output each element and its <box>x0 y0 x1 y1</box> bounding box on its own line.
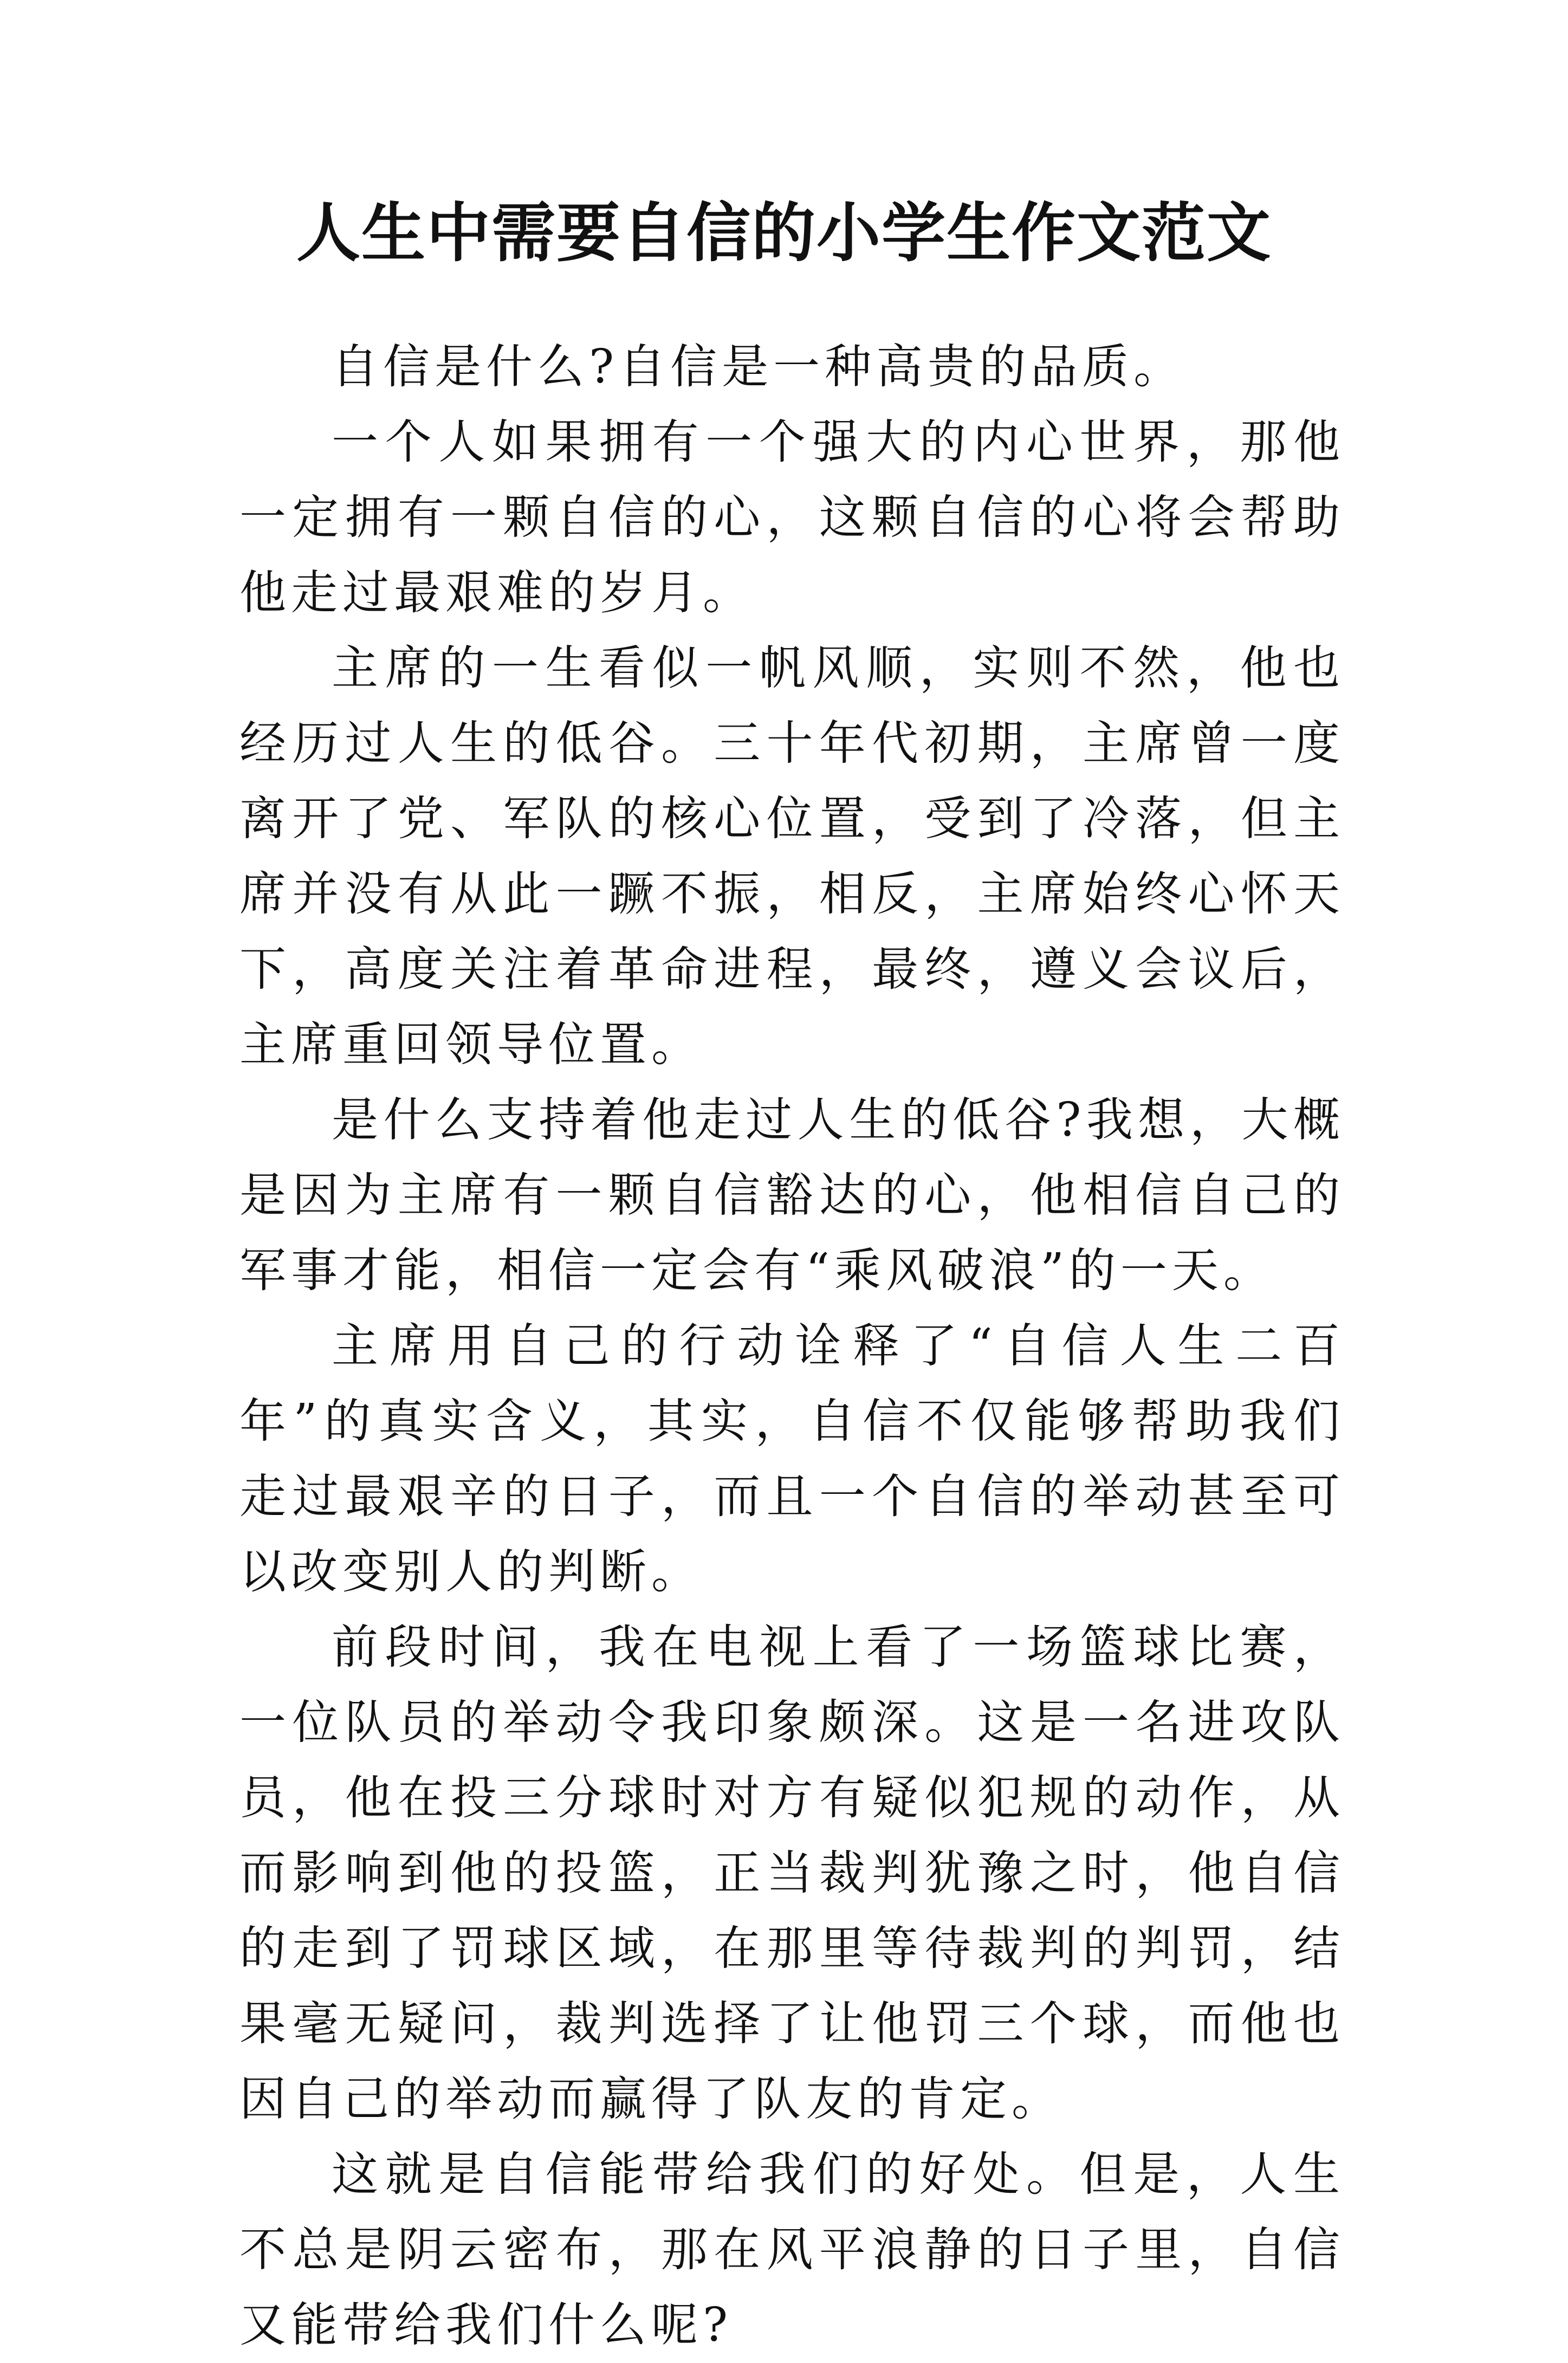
paragraph-6: 前段时间，我在电视上看了一场篮球比赛，一位队员的举动令我印象颇深。这是一名进攻队员，他在投三分球时对方有疑似犯规的动作，从而影响到他的投篮，正当裁判犹豫之时，他自信的走到了罚球区域，在那里等待裁判的判罚，结果毫无疑问，裁判选择了让他罚三个球，而他也因自己的举动而赢得了队友的肯定。 <box>239 1620 1345 2126</box>
paragraph-2: 一个人如果拥有一个强大的内心世界，那他一定拥有一颗自信的心，这颗自信的心将会帮助他走过最艰难的岁月。 <box>239 415 1345 620</box>
paragraph-4: 是什么支持着他走过人生的低谷?我想，大概是因为主席有一颗自信豁达的心，他相信自己的军事才能，相信一定会有“乘风破浪”的一天。 <box>239 1093 1345 1298</box>
document-title: 人生中需要自信的小学生作文范文 <box>296 195 1272 270</box>
paragraph-3: 主席的一生看似一帆风顺，实则不然，他也经历过人生的低谷。三十年代初期，主席曾一度离开了党、军队的核心位置，受到了冷落，但主席并没有从此一蹶不振，相反，主席始终心怀天下，高度关注着革命进程，最终，遵义会议后，主席重回领导位置。 <box>239 641 1345 1072</box>
document-body <box>239 329 1345 2363</box>
paragraph-7: 这就是自信能带给我们的好处。但是，人生不总是阴云密布，那在风平浪静的日子里，自信又能带给我们什么呢? <box>239 2147 1345 2352</box>
paragraph-5: 主席用自己的行动诠释了“自信人生二百年”的真实含义，其实，自信不仅能够帮助我们走过最艰辛的日子，而且一个自信的举动甚至可以改变别人的判断。 <box>239 1319 1345 1599</box>
paragraph-1: 自信是什么?自信是一种高贵的品质。 <box>332 340 1185 394</box>
